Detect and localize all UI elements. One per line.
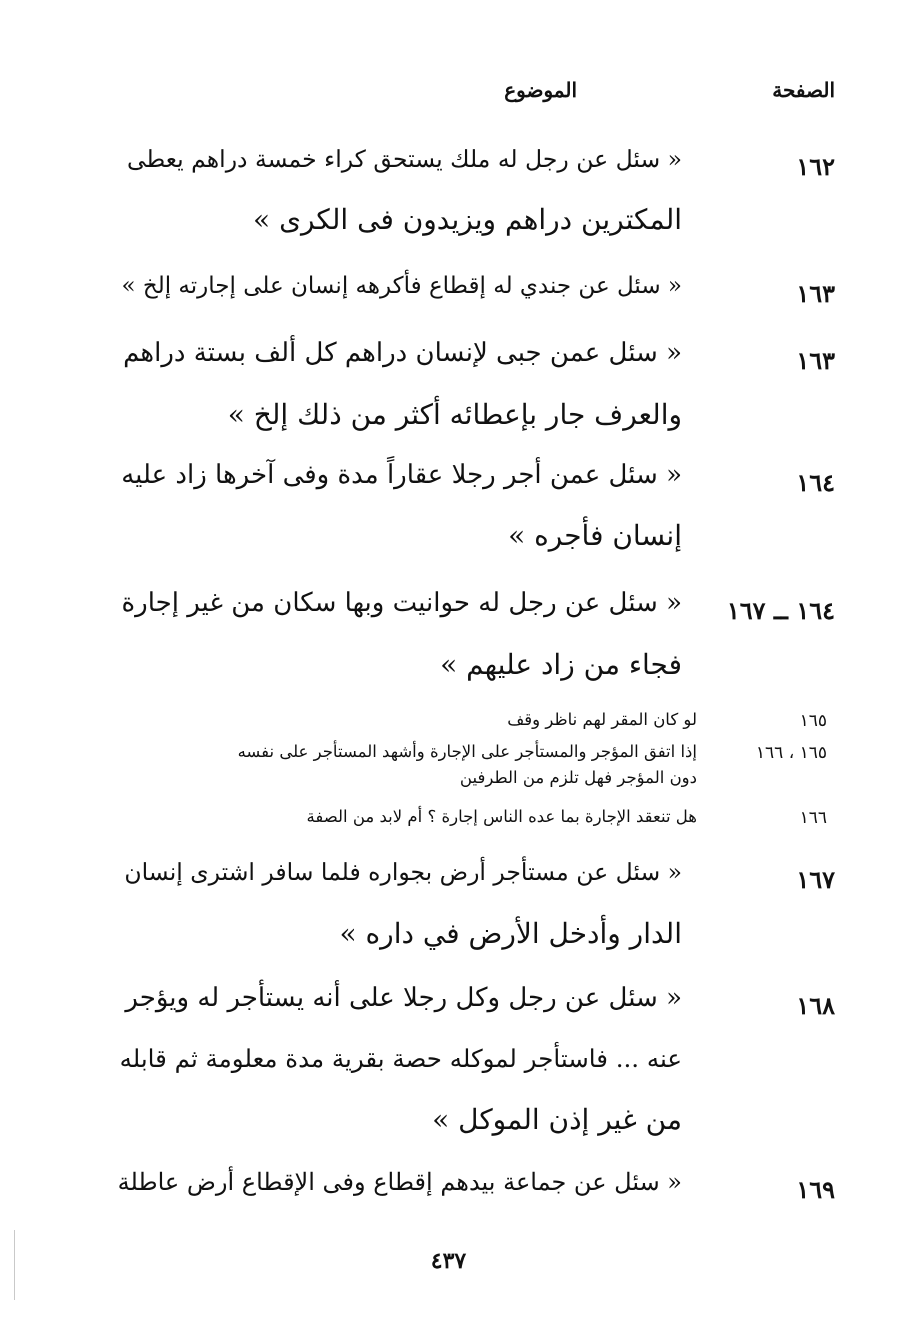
entry-page-number: ١٦٣: [796, 279, 835, 308]
entry-line: من غير إذن الموكل »: [432, 1103, 682, 1136]
entry-page-number: ١٦٥: [799, 711, 827, 731]
entry-line: هل تنعقد الإجارة بما عده الناس إجارة ؟ أم لابد من الصفة: [306, 807, 697, 826]
entry-line: عنه ... فاستأجر لموكله حصة بقرية مدة معلومة ثم قابله: [119, 1044, 682, 1073]
entry-page-number: ١٦٩: [796, 1175, 835, 1204]
entry-line: « سئل عن مستأجر أرض بجواره فلما سافر اشترى إنسان: [124, 858, 682, 886]
topic-column-header: الموضوع: [504, 78, 577, 102]
entry-line: الدار وأدخل الأرض في داره »: [339, 917, 682, 950]
entry-line: دون المؤجر فهل تلزم من الطرفين: [459, 768, 697, 787]
entry-line: إذا اتفق المؤجر والمستأجر على الإجارة وأشهد المستأجر على نفسه: [237, 742, 697, 761]
entry-line: « سئل عمن جبى لإنسان دراهم كل ألف بستة دراهم: [123, 338, 682, 368]
entry-line: « سئل عن جندي له إقطاع فأكرهه إنسان على إجارته إلخ »: [121, 273, 682, 299]
entry-page-number: ١٦٥ ، ١٦٦: [755, 743, 827, 763]
entry-line: « سئل عن رجل له حوانيت وبها سكان من غير إجارة: [121, 588, 682, 618]
page-folio-number: ٤٣٧: [430, 1248, 467, 1274]
entry-page-number: ١٦٤: [796, 468, 835, 497]
entry-line: لو كان المقر لهم ناظر وقف: [507, 710, 697, 729]
entry-line: « سئل عن رجل له ملك يستحق كراء خمسة دراهم يعطى: [126, 145, 682, 173]
entry-line: « سئل عن جماعة بيدهم إقطاع وفى الإقطاع أرض عاطلة: [117, 1168, 682, 1196]
entry-page-number: ١٦٣: [796, 346, 835, 375]
entry-line: « سئل عمن أجر رجلا عقاراً مدة وفى آخرها زاد عليه: [121, 460, 682, 490]
entry-page-number: ١٦٦: [799, 808, 827, 828]
entry-line: المكترين دراهم ويزيدون فى الكرى »: [253, 203, 682, 236]
entry-line: إنسان فأجره »: [508, 519, 682, 552]
page-column-header: الصفحة: [772, 78, 835, 102]
entry-page-number: ١٦٢: [796, 152, 835, 181]
entry-page-number: ١٦٧: [796, 865, 835, 894]
entry-line: فجاء من زاد عليهم »: [440, 648, 682, 681]
entry-line: « سئل عن رجل وكل رجلا على أنه يستأجر له ويؤجر: [125, 983, 682, 1013]
entry-page-number-range: ١٦٤ ــ ١٦٧: [726, 596, 835, 625]
entry-line: والعرف جار بإعطائه أكثر من ذلك إلخ »: [227, 398, 682, 431]
entry-page-number: ١٦٨: [796, 991, 835, 1020]
